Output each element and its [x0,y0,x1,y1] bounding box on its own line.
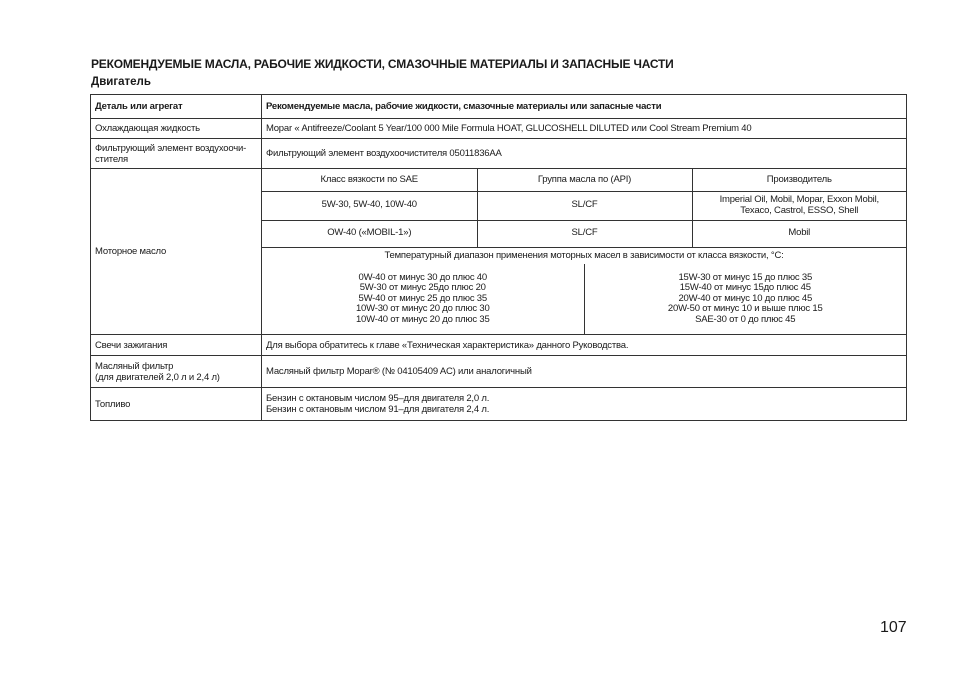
api-cell: SL/CF [477,220,692,247]
temp-range-line: 5W-30 от минус 25до плюс 20 [359,282,486,294]
table-row-air-filter [91,139,907,169]
section-subtitle: Двигатель [91,76,151,88]
value-cell: Для выбора обратитесь к главе «Техническая характеристика» данного Руководства. [262,335,907,356]
page-number: 107 [880,619,907,636]
temp-range-right [584,264,906,334]
table-row-oil-filter [91,356,907,388]
temp-range-line: 0W-40 от минус 30 до плюс 40 [358,271,487,283]
temp-range-line: 5W-40 от минус 25 до плюс 35 [358,292,487,304]
value-line: Бензин с октановым числом 91–для двигателя 2,4 л. [266,404,490,415]
table-row-fuel [91,388,907,421]
maker-header: Производитель [692,169,906,191]
temp-range-row [262,264,906,334]
sae-cell: OW-40 («MOBIL-1») [262,220,477,247]
engine-oil-details [262,169,907,335]
api-header: Группа масла по (API) [477,169,692,191]
part-cell: Свечи зажигания [91,335,262,356]
oil-row [262,191,906,220]
maker-line: Texaco, Castrol, ESSO, Shell [740,204,859,216]
part-line: стителя [95,153,128,165]
temp-range-line: 10W-40 от минус 20 до плюс 35 [355,313,490,325]
oil-subtable-header [262,169,906,191]
temp-range-title: Температурный диапазон применения моторных масел в зависимости от класса вязкости, °C: [262,247,906,264]
temp-range-line: 10W-30 от минус 20 до плюс 30 [355,303,490,315]
temp-range-line: 15W-30 от минус 15 до плюс 35 [678,271,813,283]
part-line: Фильтрующий элемент воздухоочи- [95,142,247,154]
maker-cell: Mobil [692,220,906,247]
part-cell: Охлаждающая жидкость [91,119,262,139]
table-header-row [91,95,907,119]
oil-row [262,220,906,247]
api-cell: SL/CF [477,191,692,220]
table-row-engine-oil [91,169,907,335]
value-cell: Фильтрующий элемент воздухоочистителя 05011836AA [262,139,907,169]
oil-spec-subtable [262,169,906,264]
table-row-coolant [91,119,907,139]
temp-range-title-row [262,247,906,264]
part-line: Масляный фильтр [95,360,174,372]
part-line: (для двигателей 2,0 л и 2,4 л) [95,371,220,383]
temp-range-line: 20W-40 от минус 10 до плюс 45 [678,292,813,304]
specs-table [90,94,907,421]
temp-range-line: SAE-30 от 0 до плюс 45 [695,313,796,325]
part-cell: Топливо [91,388,262,421]
sae-header: Класс вязкости по SAE [262,169,477,191]
maker-cell [692,191,906,220]
value-cell [262,388,907,421]
part-cell [91,139,262,169]
maker-line: Imperial Oil, Mobil, Mopar, Exxon Mobil, [719,194,879,205]
temp-range-subtable [262,264,906,334]
temp-range-left [262,264,584,334]
page-title: РЕКОМЕНДУЕМЫЕ МАСЛА, РАБОЧИЕ ЖИДКОСТИ, СМАЗОЧНЫЕ МАТЕРИАЛЫ И ЗАПАСНЫЕ ЧАСТИ [91,57,674,71]
sae-cell: 5W-30, 5W-40, 10W-40 [262,191,477,220]
value-cell: Mopar « Antifreeze/Coolant 5 Year/100 000 Mile Formula HOAT, GLUCOSHELL DILUTED или Cool Stream Premium 40 [262,119,907,139]
header-recommendation: Рекомендуемые масла, рабочие жидкости, смазочные материалы или запасные части [262,95,907,119]
table-row-spark-plugs [91,335,907,356]
value-line: Бензин с октановым числом 95–для двигателя 2,0 л. [266,393,490,404]
part-cell [91,356,262,388]
value-cell: Масляный фильтр Mopar® (№ 04105409 AC) или аналогичный [262,356,907,388]
temp-range-line: 20W-50 от минус 10 и выше плюс 15 [667,303,823,315]
part-cell: Моторное масло [91,169,262,335]
temp-range-line: 15W-40 от минус 15до плюс 45 [679,282,811,294]
header-part: Деталь или агрегат [91,95,262,119]
